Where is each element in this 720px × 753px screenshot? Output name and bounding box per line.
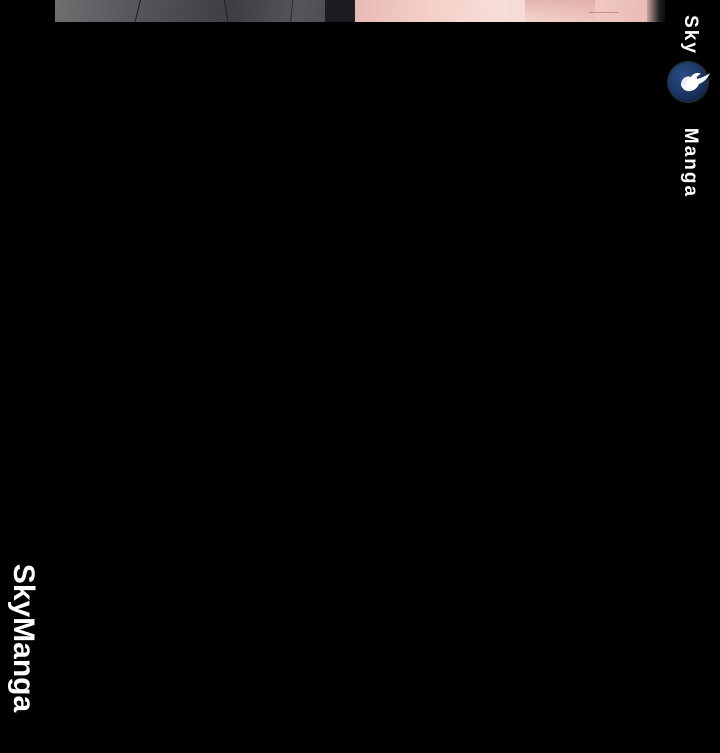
panel-floor-tiles <box>55 0 360 22</box>
floor-tile-seam <box>133 0 142 22</box>
watermark-top-right <box>662 0 718 220</box>
manga-panel-strip <box>55 0 665 22</box>
dove-icon <box>673 68 711 96</box>
floor-tile-seam <box>289 0 294 22</box>
floor-tile-seam <box>223 0 230 22</box>
panel-figure-shading <box>525 0 595 22</box>
watermark-word-sky: Sky <box>680 15 701 55</box>
dove-logo <box>668 62 712 106</box>
watermark-word-manga: Manga <box>680 127 701 199</box>
watermark-skymanga-text: SkyManga <box>7 563 40 713</box>
panel-figure-contour-line <box>589 12 619 13</box>
panel-figure-skin <box>355 0 665 22</box>
watermark-bottom-left <box>0 523 46 753</box>
